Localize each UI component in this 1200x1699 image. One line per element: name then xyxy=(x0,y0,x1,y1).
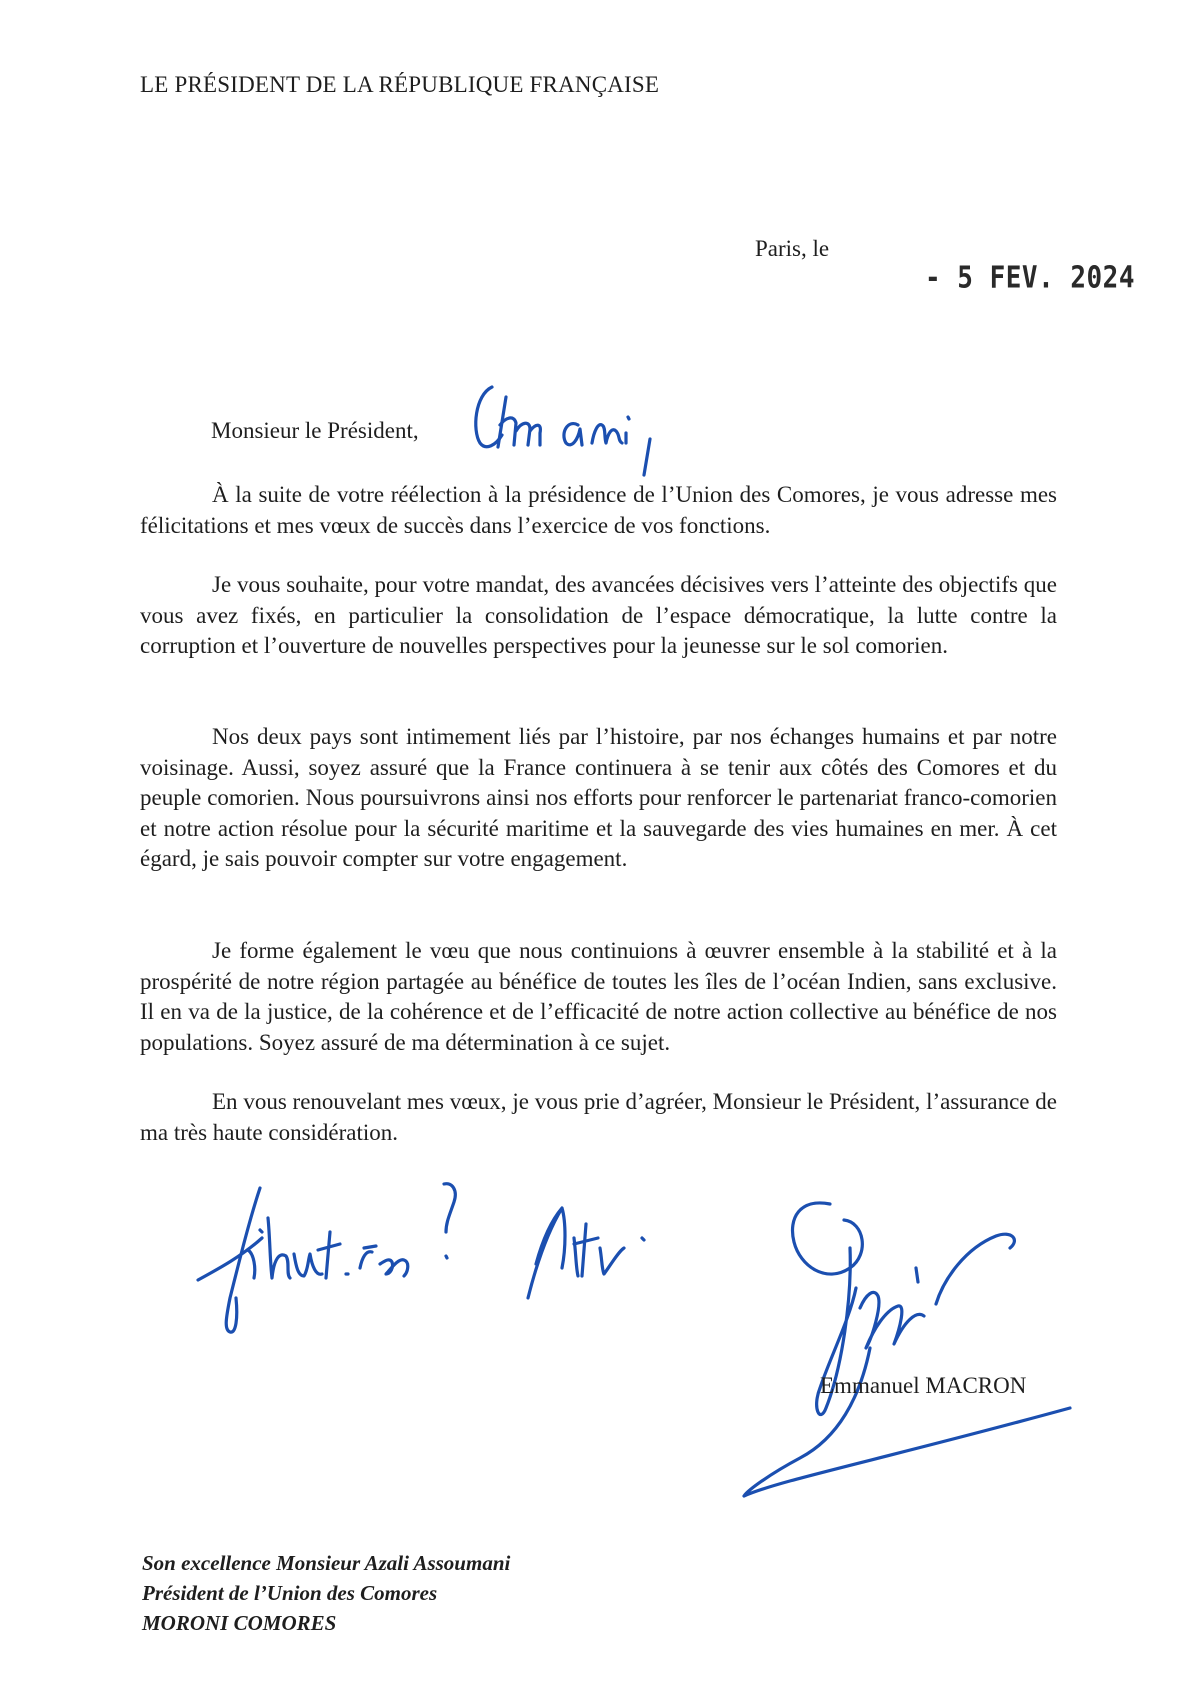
salutation: Monsieur le Président, xyxy=(211,418,419,443)
recipient-block xyxy=(142,1548,510,1638)
paragraph-1: À la suite de votre réélection à la présidence de l’Union des Comores, je vous adresse mes félicitations et mes vœux de succès dans l’exercice de vos fonctions. xyxy=(140,482,1057,538)
letterhead: LE PRÉSIDENT DE LA RÉPUBLIQUE FRANÇAISE xyxy=(140,72,660,97)
date-stamp: - 5 FEV. 2024 xyxy=(925,261,1135,296)
handwritten-greeting xyxy=(470,375,670,485)
recipient-title: Président de l’Union des Comores xyxy=(142,1581,438,1605)
paragraph-3: Nos deux pays sont intimement liés par l’histoire, par nos échanges humains et par notre voisinage. Aussi, soyez assuré que la France continuera à se tenir aux côtés des Comores et du peuple comorien. Nous poursuivrons ainsi nos efforts pour renforcer le partenariat franco-comorien et notre action résolue pour la sécurité maritime et la sauvegarde des vies humaines en mer. À cet égard, je sais pouvoir compter sur votre engagement. xyxy=(140,724,1057,871)
paragraph-4: Je forme également le vœu que nous continuions à œuvrer ensemble à la stabilité et à la prospérité de notre région partagée au bénéfice de toutes les îles de l’océan Indien, sans exclusive. Il en va de la justice, de la cohérence et de l’efficacité de notre action collective au bénéfice de nos populations. Soyez assuré de ma détermination à ce sujet. xyxy=(140,938,1057,1055)
signature xyxy=(740,1198,1080,1518)
date-place: Paris, le xyxy=(755,236,830,261)
paragraph-2: Je vous souhaite, pour votre mandat, des avancées décisives vers l’atteinte des objectifs que vous avez fixés, en particulier la consolidation de l’espace démocratique, la lutte contre la corruption et l’ouverture de nouvelles perspectives pour la jeunesse sur le sol comorien. xyxy=(140,572,1057,658)
recipient-location: MORONI COMORES xyxy=(142,1611,337,1635)
paragraph-5: En vous renouvelant mes vœux, je vous prie d’agréer, Monsieur le Président, l’assurance de ma très haute considération. xyxy=(140,1089,1057,1145)
handwritten-closing xyxy=(190,1178,730,1348)
recipient-name: Son excellence Monsieur Azali Assoumani xyxy=(142,1551,511,1575)
signatory-name: Emmanuel MACRON xyxy=(820,1373,1027,1398)
